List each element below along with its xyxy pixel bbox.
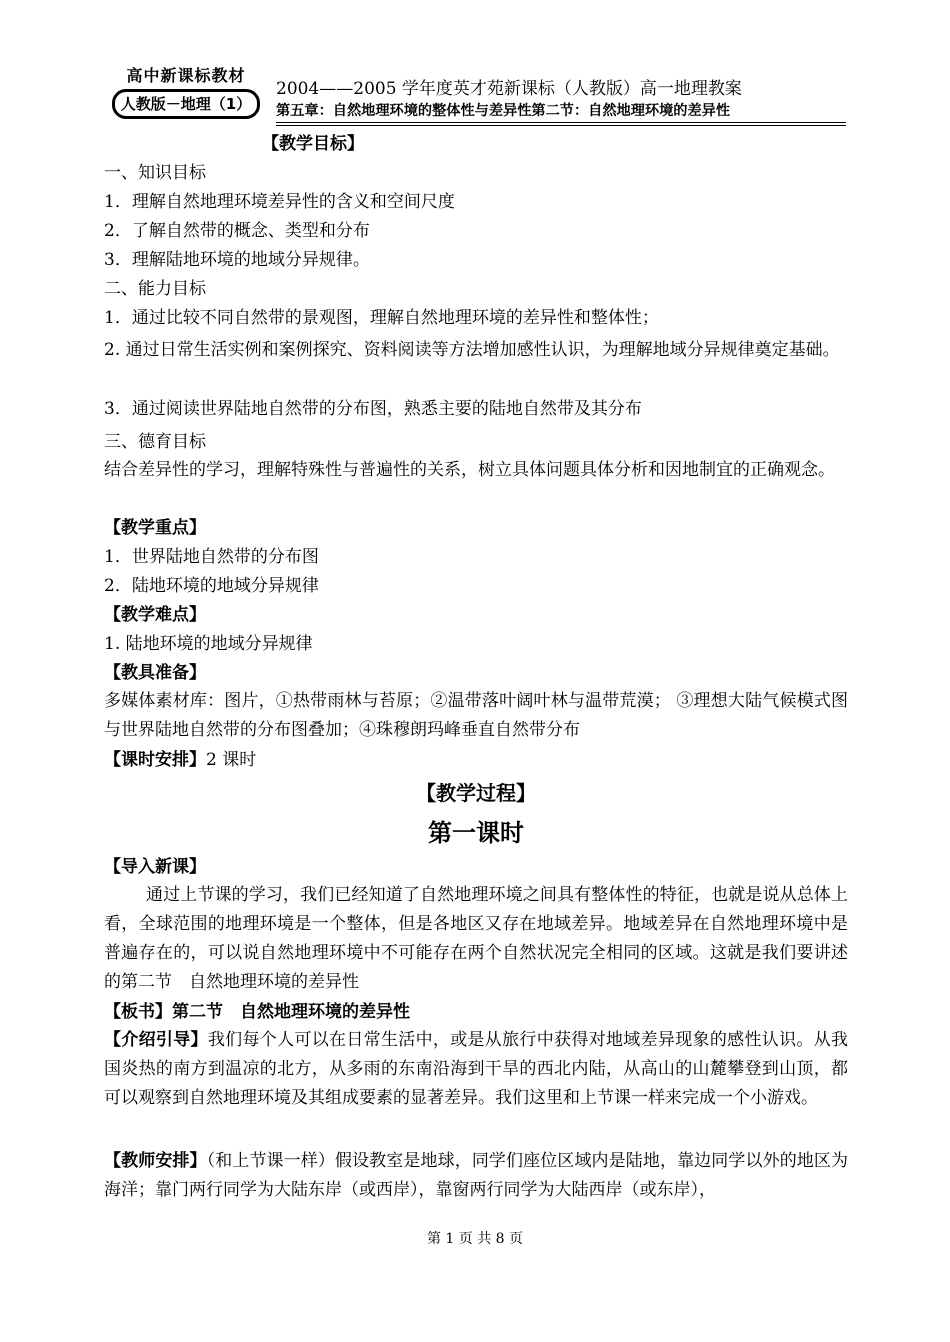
textbook-logo [112, 66, 260, 124]
moral-text: 结合差异性的学习，理解特殊性与普遍性的关系，树立具体问题具体分析和因地制宜的正确观念。 [104, 460, 835, 480]
difficulty-item: 1. 陆地环境的地域分异规律 [104, 634, 313, 654]
guide-heading: 【介绍引导】 [104, 1030, 208, 1050]
schedule-heading: 【课时安排】 [104, 750, 206, 770]
header-rule-thin [276, 125, 846, 126]
difficulties-heading: 【教学难点】 [104, 605, 206, 625]
arrangement-heading: 【教师安排】 [104, 1151, 207, 1171]
materials-heading: 【教具准备】 [104, 663, 206, 683]
schedule-text: 2 课时 [206, 750, 257, 770]
board-text: 第二节 自然地理环境的差异性 [172, 1002, 410, 1022]
logo-badge: 人教版－地理（1） [112, 89, 260, 119]
knowledge-item: 2．了解自然带的概念、类型和分布 [104, 221, 370, 241]
board-line [104, 1001, 848, 1023]
board-heading: 【板书】 [104, 1002, 172, 1022]
ability-item: 1．通过比较不同自然带的景观图，理解自然地理环境的差异性和整体性； [104, 308, 659, 328]
header-rule [276, 122, 846, 123]
knowledge-item: 3．理解陆地环境的地域分异规律。 [104, 250, 370, 270]
header-title: 2004——2005 学年度英才苑新课标（人教版）高一地理教案 [276, 79, 742, 99]
key-point-item: 1．世界陆地自然带的分布图 [104, 547, 319, 567]
logo-caption: 高中新课标教材 [126, 66, 246, 85]
page-number: 第 1 页 共 8 页 [426, 1231, 524, 1247]
objectives-heading: 【教学目标】 [262, 134, 364, 154]
schedule-line [104, 749, 848, 771]
guide-paragraph [104, 1026, 848, 1113]
ability-title: 二、能力目标 [104, 279, 206, 299]
key-points-heading: 【教学重点】 [104, 518, 206, 538]
process-heading: 【教学过程】 [416, 781, 536, 805]
moral-title: 三、德育目标 [104, 432, 206, 452]
key-point-item: 2．陆地环境的地域分异规律 [104, 576, 319, 596]
ability-item: 2. 通过日常生活实例和案例探究、资料阅读等方法增加感性认识，为理解地域分异规律奠定基础。 [104, 340, 840, 360]
header-subtitle: 第五章：自然地理环境的整体性与差异性第二节：自然地理环境的差异性 [276, 103, 731, 119]
knowledge-title: 一、知识目标 [104, 163, 206, 183]
arrangement-paragraph [104, 1147, 848, 1205]
ability-item: 3．通过阅读世界陆地自然带的分布图，熟悉主要的陆地自然带及其分布 [104, 399, 642, 419]
arrangement-text: （和上节课一样）假设教室是地球，同学们座位区域内是陆地，靠边同学以外的地区为海洋；靠门两行同学为大陆东岸（或西岸），靠窗两行同学为大陆西岸（或东岸）， [104, 1151, 849, 1200]
guide-text: 我们每个人可以在日常生活中，或是从旅行中获得对地域差异现象的感性认识。从我国炎热的南方到温凉的北方，从多雨的东南沿海到干旱的西北内陆，从高山的山麓攀登到山顶，都可以观察到自然地理环境及其组成要素的显著差异。我们这里和上节课一样来完成一个小游戏。 [104, 1030, 849, 1108]
intro-text: 通过上节课的学习，我们已经知道了自然地理环境之间具有整体性的特征，也就是说从总体上看，全球范围的地理环境是一个整体，但是各地区又存在地域差异。地域差异在自然地理环境中是普遍存在的，可以说自然地理环境中不可能存在两个自然状况完全相同的区域。这就是我们要讲述的第二节 自然地理环境的差异性 [104, 885, 848, 992]
knowledge-item: 1．理解自然地理环境差异性的含义和空间尺度 [104, 192, 455, 212]
intro-heading: 【导入新课】 [104, 857, 206, 877]
lesson1-heading: 第一课时 [428, 818, 524, 847]
materials-text: 多媒体素材库：图片，①热带雨林与苔原；②温带落叶阔叶林与温带荒漠； ③理想大陆气候模式图与世界陆地自然带的分布图叠加；④珠穆朗玛峰垂直自然带分布 [104, 691, 848, 740]
